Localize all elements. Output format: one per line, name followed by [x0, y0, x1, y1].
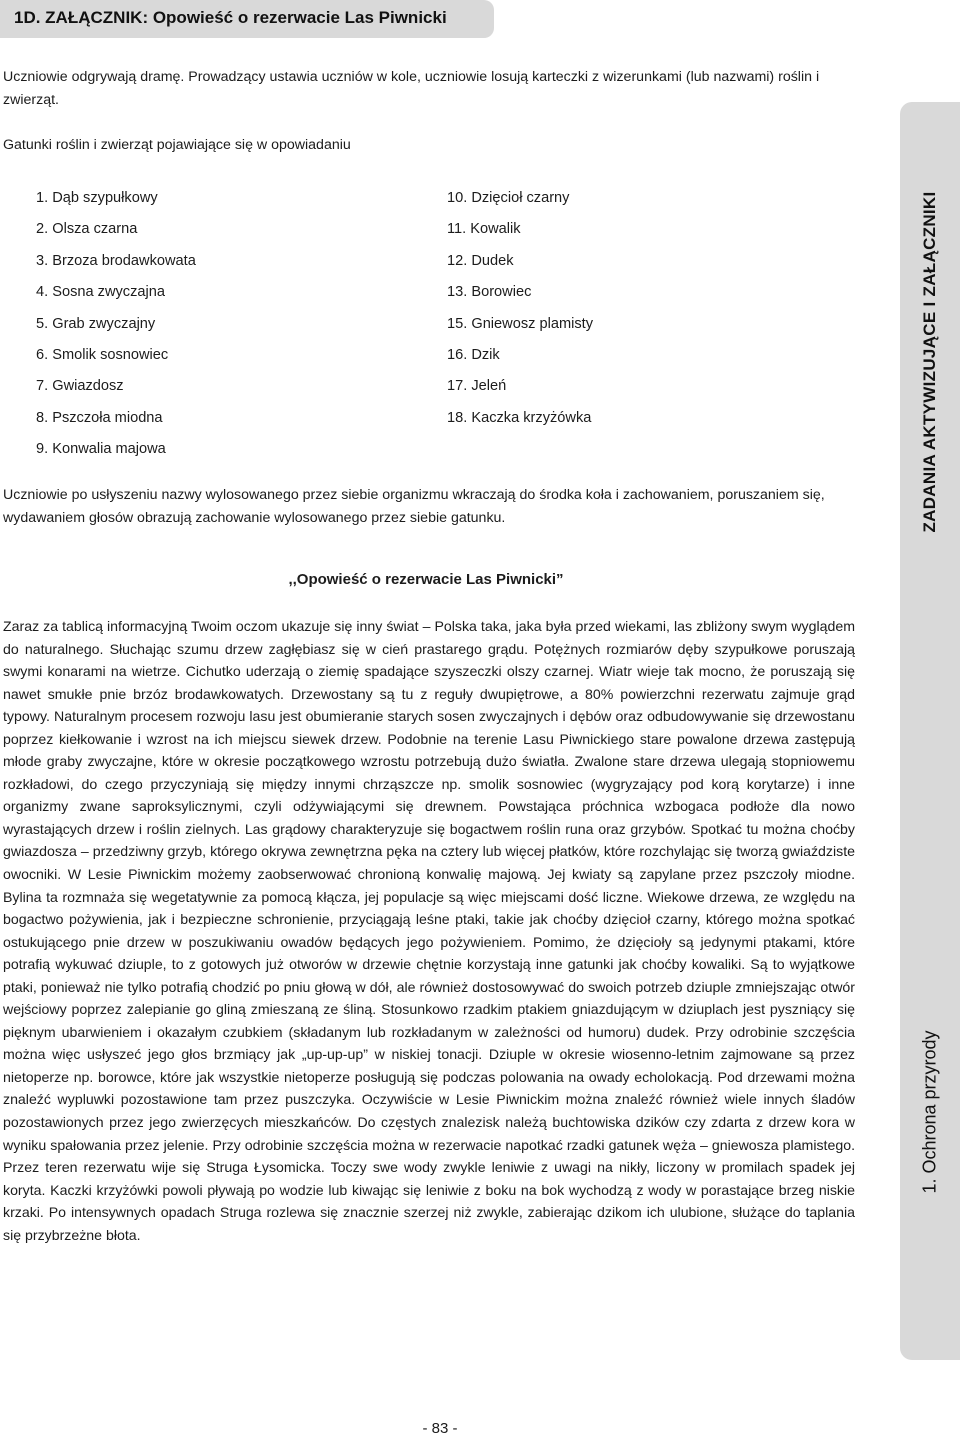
story-title: ,,Opowieść o rezerwacie Las Piwnicki” — [288, 571, 564, 588]
list-item: 9. Konwalia majowa — [36, 441, 166, 458]
list-item: 4. Sosna zwyczajna — [36, 284, 165, 301]
list-item: 11. Kowalik — [447, 221, 521, 238]
list-item: 3. Brzoza brodawkowata — [36, 252, 196, 269]
list-item: 15. Gniewosz plamisty — [447, 315, 593, 332]
list-item: 7. Gwiazdosz — [36, 378, 124, 395]
species-list-left — [36, 186, 196, 469]
list-item: 16. Dzik — [447, 346, 500, 363]
instructions-paragraph: Uczniowie po usłyszeniu nazwy wylosowanego przez siebie organizmu wkraczają do środka koła i zachowaniem, poruszaniem się, wydawaniem głosów obrazują zachowanie wylosowanego przez siebie gatunku. — [3, 487, 825, 526]
list-item: 12. Dudek — [447, 252, 514, 269]
list-item: 5. Grab zwyczajny — [36, 315, 156, 332]
list-item: 10. Dzięcioł czarny — [447, 190, 570, 206]
page-number: - 83 - — [422, 1420, 458, 1437]
list-item: 17. Jeleń — [447, 378, 507, 395]
side-tab-bottom-text: 1. Ochrona przyrody — [919, 1030, 940, 1194]
list-item: 2. Olsza czarna — [36, 221, 138, 238]
intro-paragraph: Uczniowie odgrywają dramę. Prowadzący ustawia uczniów w kole, uczniowie losują karteczki z wizerunkami (lub nazwami) roślin i zwierząt. — [3, 69, 820, 108]
page-title: 1D. ZAŁĄCZNIK: Opowieść o rezerwacie Las Piwnicki — [14, 8, 447, 27]
list-item: 13. Borowiec — [447, 284, 532, 301]
species-heading: Gatunki roślin i zwierząt pojawiające się w opowiadaniu — [3, 137, 351, 153]
list-item: 8. Pszczoła miodna — [36, 409, 163, 426]
list-item: 18. Kaczka krzyżówka — [447, 409, 592, 426]
list-item: 1. Dąb szypułkowy — [36, 190, 158, 206]
header-bar — [0, 0, 494, 38]
side-tab-top-text: ZADANIA AKTYWIZUJĄCE I ZAŁĄCZNIKI — [920, 191, 939, 533]
species-list-right — [447, 186, 593, 437]
list-item: 6. Smolik sosnowiec — [36, 346, 169, 363]
story-paragraph: Zaraz za tablicą informacyjną Twoim oczom ukazuje się inny świat – Polska taka, jaka była przed wiekami, las zbliżony swym wyglądem do naturalnego. Słuchając szumu drzew zagłębiasz się w cień prastarego grądu. Potężnych rozmiarów dęby szypułkowe poruszają swymi konarami na wietrze. Cichutko uderzają o ziemię spadające szyszeczki olszy czarnej. Wiatr wieje tak mocno, że poruszają się nawet smukłe pnie brzóz brodawkowatych. Drzewostany są tu z reguły dwupiętrowe, a 80% powierzchni rezerwatu zajmuje grąd typowy. Naturalnym procesem rozwoju lasu jest obumieranie starych sosen zwyczajnych i dębów oraz odbudowywanie się drzewostanu poprzez kiełkowanie i wzrost na ich miejscu siewek drzew. Podobnie na terenie Lasu Piwnickiego stare powalone drzewa zastępują młode graby zwyczajne, które w okresie początkowego wzrostu potrzebują dużo światła. Zwalone stare drzewa ulegają stopniowemu rozkładowi, do czego przyczyniają się między innymi chrząszcze np. smolik sosnowiec (wygryzający pod korą korytarze) i inne organizmy zwane saproksylicznymi, czyli odżywiającymi się drewnem. Powstająca próchnica wzbogaca podłoże dla nowo wyrastających drzew i roślin zielnych. Las grądowy charakteryzuje się bogactwem roślin runa oraz grzybów. Spotkać tu można choćby gwiazdosza – przedziwny grzyb, którego okrywa zewnętrzna pęka na cztery lub więcej płatków, które rozchylając się tworzą gwiaździste owocniki. W Lesie Piwnickim możemy zaobserwować chronioną konwalię majową. Jej kwiaty są zapylane przez pszczoły miodne. Bylina ta rozmnaża się wegetatywnie za pomocą kłącza, jej populacje są więc miejscami dość liczne. Wiekowe drzewa, ze względu na bogactwo pożywienia, jak i bezpieczne schronienie, przyciągają leśne ptaki, takie jak choćby dzięcioł czarny, którego można spotkać ostukującego pnie drzew w poszukiwaniu owadów będących jego pożywieniem. Pomimo, że dzięcioły są jedynymi ptakami, które potrafią wykuwać dziuple, to z gotowych już otworów w drzewie chętnie korzystają inne gatunki jak choćby kowaliki. Są to wyjątkowe ptaki, ponieważ nie tylko potrafią chodzić po pniu głową w dół, ale również dostosowywać do swoich potrzeb dziuple zmniejszając otwór wejściowy poprzez zalepianie go gliną zmieszaną ze śliną. Stosunkowo rzadkim ptakiem gniazdującym w dziuplach jest pyszniący się pięknym ubarwieniem i okazałym czubkiem (składanym lub rozkładanym w zależności od humoru) dudek. Przy odrobinie szczęścia można więc usłyszeć jego głos brzmiący jak „up-up-up” w niskiej tonacji. Dziuple w okresie wiosenno-letnim zajmowane są przez nietoperze np. borowce, które jak wszystkie nietoperze posługują się podczas polowania na owady echolokacją. Pod drzewami można znaleźć wypluwki pozostawione tam przez puszczyka. Oczywiście w Lesie Piwnickim można znaleźć również wiele innych śladów pozostawionych przez jego zwierzęcych mieszkańców. Do częstych znalezisk należą buchtowiska dzików czy zdarta z drzew kora w wyniku spałowania przez jelenie. Przy odrobinie szczęścia można w rezerwacie napotkać rzadki gatunek węża – gniewosza plamistego. Przez teren rezerwatu wije się Struga Łysomicka. Toczy swe wody zwykle leniwie z uwagi na nikły, liczony w promilach spadek jej koryta. Kaczki krzyżówki powoli pływają po wodzie lub kiwając się leniwie z boku na bok wychodzą z wody w porastające brzeg niskie krzaki. Po intensywnych opadach Struga rozlewa się znacznie szerzej niż zwykle, zabierając dzikom ich ulubione, służące do taplania się przybrzeżne błota. — [3, 618, 855, 1243]
